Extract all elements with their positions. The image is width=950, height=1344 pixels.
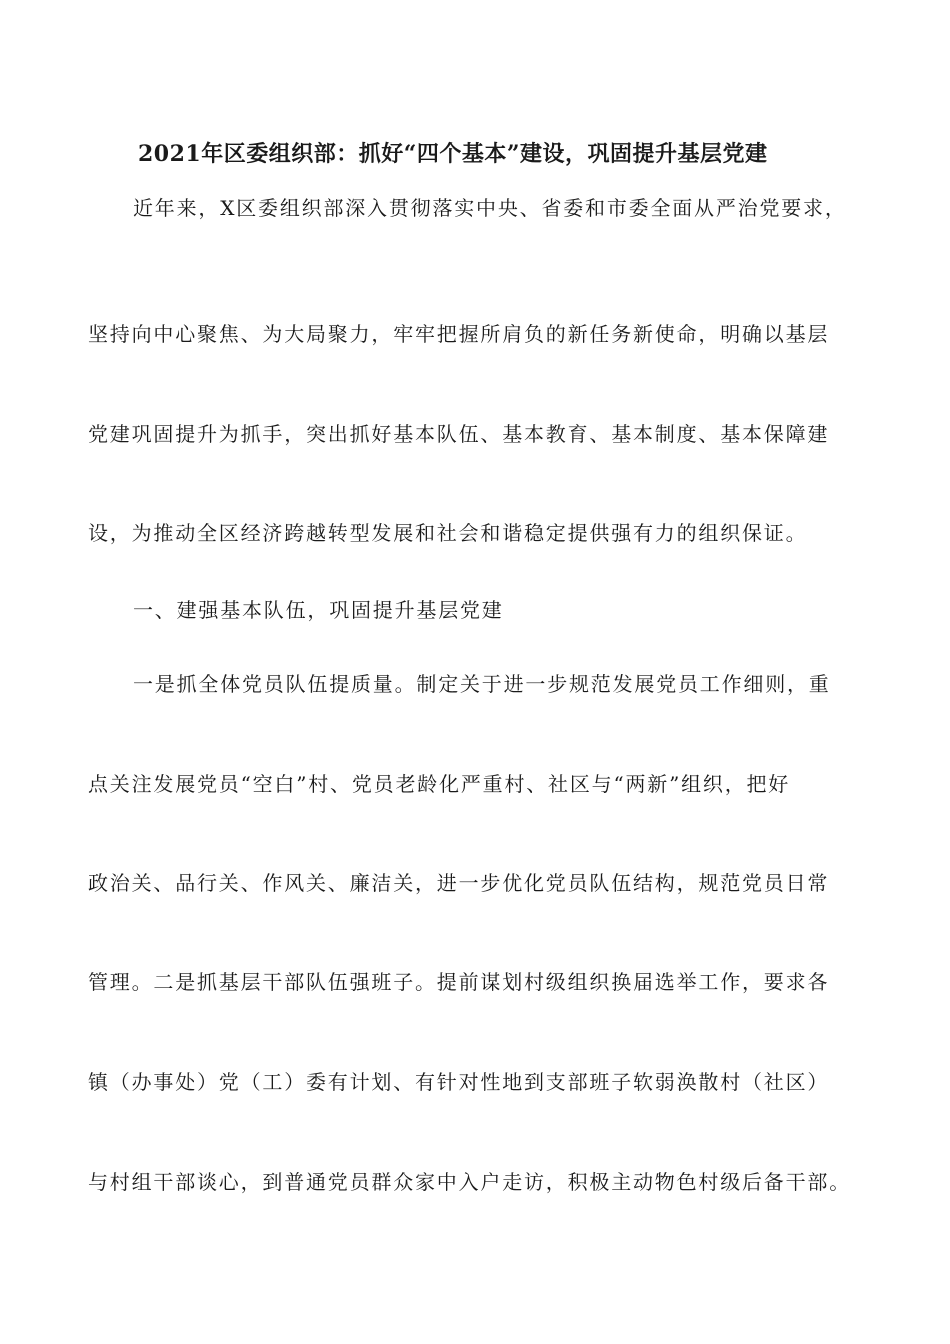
paragraph-line: 管理。二是抓基层干部队伍强班子。提前谋划村级组织换届选举工作，要求各 <box>88 970 830 994</box>
paragraph-line: 点关注发展党员“空白”村、党员老龄化严重村、社区与“两新”组织，把好 <box>88 772 791 796</box>
section-heading: 一、建强基本队伍，巩固提升基层党建 <box>133 598 504 622</box>
paragraph-line: 坚持向中心聚焦、为大局聚力，牢牢把握所肩负的新任务新使命，明确以基层 <box>88 322 830 346</box>
paragraph-line: 镇（办事处）党（工）委有计划、有针对性地到支部班子软弱涣散村（社区） <box>88 1070 830 1094</box>
paragraph-line: 党建巩固提升为抓手，突出抓好基本队伍、基本教育、基本制度、基本保障建 <box>88 422 830 446</box>
document-title: 2021年区委组织部：抓好“四个基本”建设，巩固提升基层党建 <box>138 141 768 167</box>
paragraph-line: 一是抓全体党员队伍提质量。制定关于进一步规范发展党员工作细则，重 <box>133 672 831 696</box>
paragraph-line: 政治关、品行关、作风关、廉洁关，进一步优化党员队伍结构，规范党员日常 <box>88 871 830 895</box>
paragraph-line: 与村组干部谈心，到普通党员群众家中入户走访，积极主动物色村级后备干部。 <box>88 1170 851 1194</box>
paragraph-line: 设，为推动全区经济跨越转型发展和社会和谐稳定提供强有力的组织保证。 <box>88 521 808 545</box>
paragraph-line: 近年来，X区委组织部深入贯彻落实中央、省委和市委全面从严治党要求， <box>133 196 847 220</box>
